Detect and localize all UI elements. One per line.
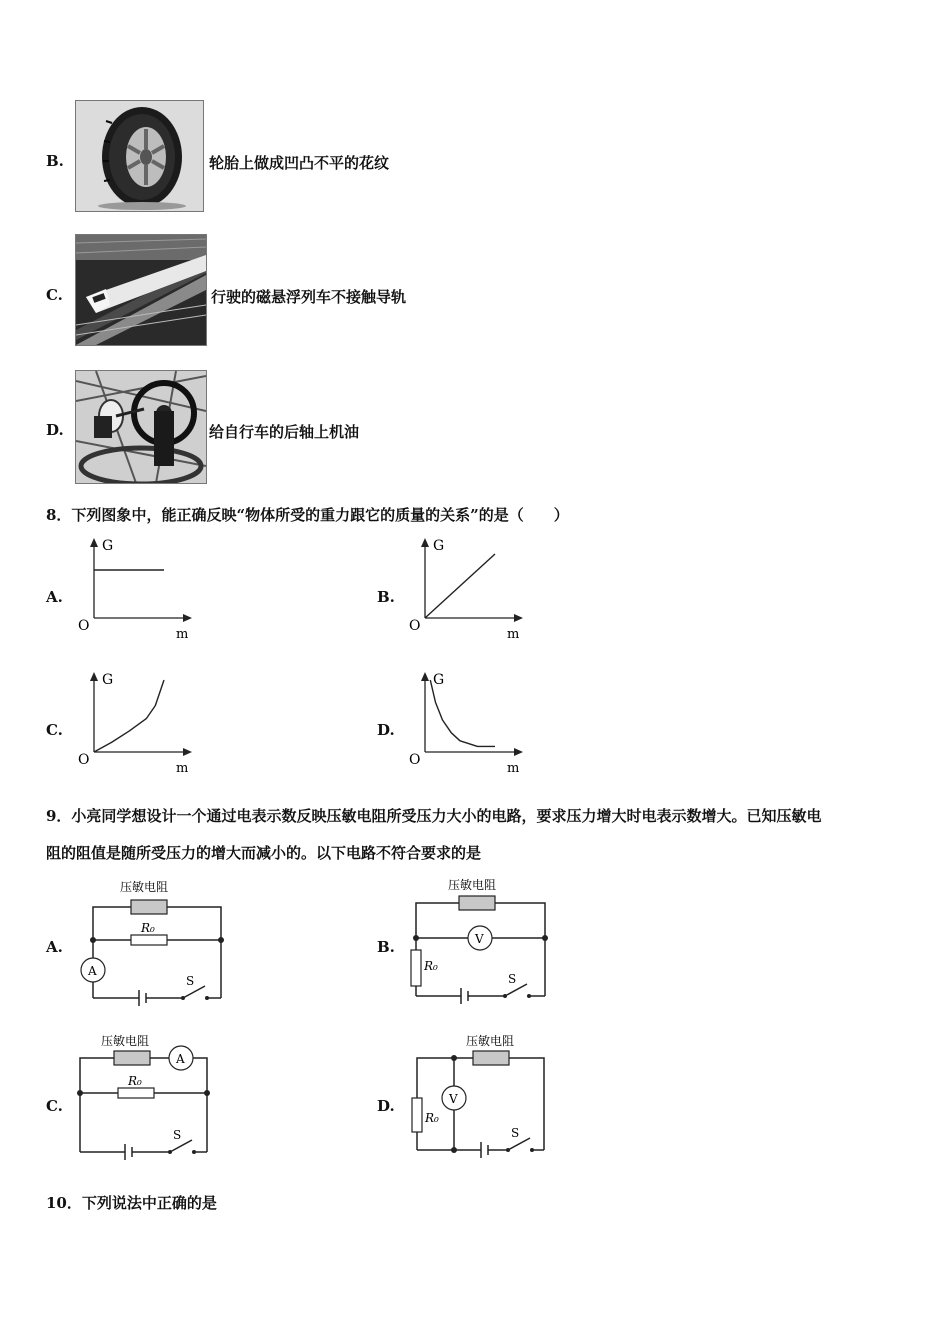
q9-circuit-d <box>400 1030 560 1165</box>
sensor-label: 压敏电阻 <box>101 1034 150 1048</box>
y-axis-label: G <box>102 538 114 554</box>
q7-option-c-letter: C. <box>46 286 63 304</box>
q8-graph-a <box>70 530 210 645</box>
switch-label: S <box>173 1128 182 1142</box>
resistor-r0-icon <box>118 1088 154 1098</box>
series-line <box>430 680 495 746</box>
r0-label: R₀ <box>424 959 438 973</box>
ammeter-label: A <box>88 964 97 978</box>
x-axis-arrow-icon <box>183 614 192 622</box>
origin-label: O <box>409 618 421 634</box>
y-axis-label: G <box>433 538 445 554</box>
bicycle-oil-photo <box>75 370 207 484</box>
maglev-train-photo <box>75 234 207 346</box>
r0-label: R₀ <box>128 1074 142 1088</box>
resistor-r0-icon <box>411 950 421 986</box>
switch-label: S <box>508 972 517 986</box>
q8-option-c-letter: C. <box>46 721 63 739</box>
x-axis-label: m <box>507 627 520 642</box>
q8-graph-b <box>401 530 541 645</box>
x-axis-arrow-icon <box>183 748 192 756</box>
q9-stem-line1: 9．小亮同学想设计一个通过电表示数反映压敏电阻所受压力大小的电路，要求压力增大时电表示数增大。已知压敏电 <box>46 807 822 825</box>
origin-label: O <box>78 618 90 634</box>
q9-circuit-a <box>70 872 240 1012</box>
pressure-sensor-resistor-icon <box>473 1051 509 1065</box>
sensor-label: 压敏电阻 <box>120 880 169 894</box>
q8-graph-c <box>70 664 210 779</box>
y-axis-arrow-icon <box>421 538 429 547</box>
q9-option-d-letter: D. <box>377 1097 395 1115</box>
q8-stem: 8．下列图象中，能正确反映“物体所受的重力跟它的质量的关系”的是（ ） <box>46 506 569 524</box>
y-axis-label: G <box>102 672 114 688</box>
q8-option-d-letter: D. <box>377 721 395 739</box>
x-axis-arrow-icon <box>514 614 523 622</box>
q10-stem: 10．下列说法中正确的是 <box>46 1194 217 1212</box>
y-axis-arrow-icon <box>90 672 98 681</box>
q9-circuit-c <box>70 1030 230 1165</box>
voltmeter-label: V <box>449 1092 458 1106</box>
q7-option-b-letter: B. <box>46 152 64 170</box>
resistor-r0-icon <box>131 935 167 945</box>
q9-stem-line2: 阻的阻值是随所受压力的增大而减小的。以下电路不符合要求的是 <box>46 844 482 862</box>
q9-option-a-letter: A. <box>46 938 63 956</box>
q9-circuit-b <box>400 872 560 1012</box>
q8-option-b-letter: B. <box>377 588 395 606</box>
switch-label: S <box>511 1126 520 1140</box>
q7-option-b-text: 轮胎上做成凹凸不平的花纹 <box>209 154 390 172</box>
y-axis-arrow-icon <box>421 672 429 681</box>
origin-label: O <box>78 752 90 768</box>
resistor-r0-icon <box>412 1098 422 1132</box>
origin-label: O <box>409 752 421 768</box>
r0-label: R₀ <box>141 921 155 935</box>
sensor-label: 压敏电阻 <box>448 878 497 892</box>
q8-graph-d <box>401 664 541 779</box>
q7-option-d-text: 给自行车的后轴上机油 <box>209 423 360 441</box>
pressure-sensor-resistor-icon <box>459 896 495 910</box>
pressure-sensor-resistor-icon <box>114 1051 150 1065</box>
x-axis-label: m <box>507 761 520 776</box>
pressure-sensor-resistor-icon <box>131 900 167 914</box>
x-axis-label: m <box>176 761 189 776</box>
x-axis-arrow-icon <box>514 748 523 756</box>
sensor-label: 压敏电阻 <box>466 1034 515 1048</box>
q7-option-d-letter: D. <box>46 421 64 439</box>
voltmeter-label: V <box>475 932 484 946</box>
r0-label: R₀ <box>425 1111 439 1125</box>
y-axis-arrow-icon <box>90 538 98 547</box>
tire-photo <box>75 100 204 212</box>
q7-option-c-text: 行驶的磁悬浮列车不接触导轨 <box>211 288 407 306</box>
ammeter-label: A <box>176 1052 185 1066</box>
q9-option-c-letter: C. <box>46 1097 63 1115</box>
q8-option-a-letter: A. <box>46 588 63 606</box>
q9-option-b-letter: B. <box>377 938 395 956</box>
x-axis-label: m <box>176 627 189 642</box>
series-line <box>94 680 164 752</box>
y-axis-label: G <box>433 672 445 688</box>
series-line <box>425 554 495 618</box>
switch-label: S <box>186 974 195 988</box>
